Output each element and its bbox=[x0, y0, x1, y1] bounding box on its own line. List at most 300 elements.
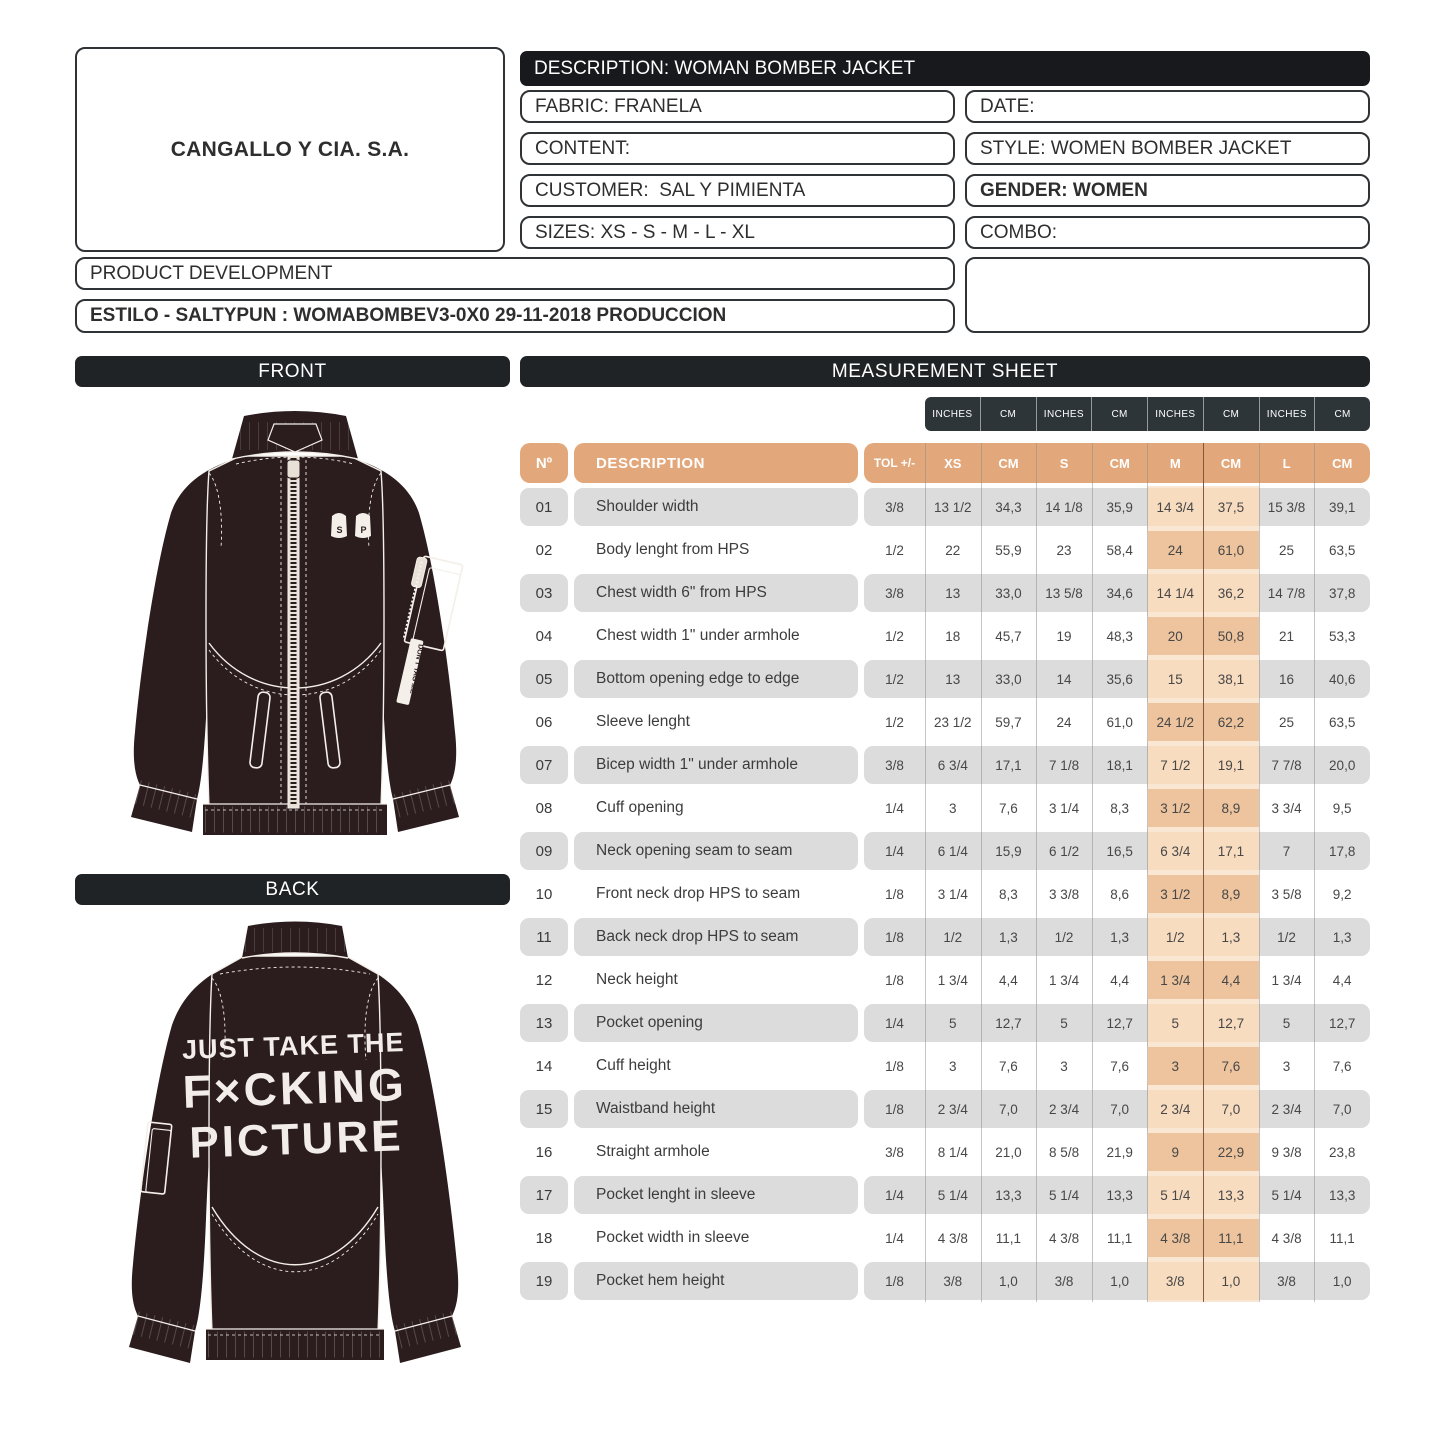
row-number: 16 bbox=[520, 1133, 568, 1171]
row-values bbox=[864, 746, 1370, 784]
row-value-cell: 37,5 bbox=[1203, 488, 1259, 526]
row-value-cell: 1/2 bbox=[885, 542, 904, 558]
row-value-cell: 7,0 bbox=[1332, 1101, 1352, 1117]
sleeve-tag-text: DON'T TAG ME bbox=[408, 643, 424, 695]
column-header-description: DESCRIPTION bbox=[574, 443, 858, 483]
row-description: Body lenght from HPS bbox=[574, 531, 858, 569]
unit-header-cell: CM bbox=[981, 397, 1037, 431]
description-text: DESCRIPTION: WOMAN BOMBER JACKET bbox=[534, 57, 916, 79]
row-description: Pocket opening bbox=[574, 1004, 858, 1042]
row-value-cell: 53,3 bbox=[1329, 628, 1356, 644]
measurement-sheet-title: MEASUREMENT SHEET bbox=[831, 360, 1059, 382]
customer-text: CUSTOMER: SAL Y PIMIENTA bbox=[535, 179, 806, 201]
row-value-cell: 3/8 bbox=[885, 1144, 904, 1160]
column-header-cell: XS bbox=[944, 455, 962, 471]
row-number: 04 bbox=[520, 617, 568, 655]
sizes-text: SIZES: XS - S - M - L - XL bbox=[535, 221, 755, 243]
row-value-cell: 1 3/4 bbox=[1049, 972, 1080, 988]
row-value-cell: 4 3/8 bbox=[1271, 1230, 1302, 1246]
row-value-cell: 4 3/8 bbox=[1049, 1230, 1080, 1246]
row-value-cell: 16 bbox=[1279, 671, 1295, 687]
row-number: 10 bbox=[520, 875, 568, 913]
product-development-text: PRODUCT DEVELOPMENT bbox=[90, 262, 333, 284]
row-value-cell: 15 3/8 bbox=[1267, 499, 1306, 515]
row-value-cell: 1/4 bbox=[885, 800, 904, 816]
row-description: Bottom opening edge to edge bbox=[574, 660, 858, 698]
table-row bbox=[520, 1176, 1370, 1214]
style-box bbox=[965, 132, 1370, 165]
row-value-cell: 9 bbox=[1148, 1133, 1204, 1171]
row-value-cell: 13 bbox=[945, 585, 961, 601]
row-value-cell: 25 bbox=[1279, 714, 1295, 730]
row-values bbox=[864, 1262, 1370, 1300]
table-row bbox=[520, 746, 1370, 784]
jacket-front-drawing bbox=[108, 398, 482, 870]
customer-box bbox=[520, 174, 955, 207]
row-value-cell: 21,0 bbox=[995, 1144, 1022, 1160]
row-value-cell: 8 5/8 bbox=[1049, 1144, 1080, 1160]
row-values bbox=[864, 1133, 1370, 1171]
row-value-cell: 3 3/4 bbox=[1271, 800, 1302, 816]
jacket-back-drawing bbox=[108, 912, 482, 1417]
column-header-strip bbox=[864, 443, 1370, 483]
row-value-cell: 5 bbox=[1282, 1015, 1291, 1031]
row-value-cell: 3/8 bbox=[1054, 1273, 1074, 1289]
row-value-cell: 3 1/2 bbox=[1148, 875, 1204, 913]
row-value-cell: 3 bbox=[1148, 1047, 1204, 1085]
row-description: Cuff opening bbox=[574, 789, 858, 827]
row-value-cell: 40,6 bbox=[1329, 671, 1356, 687]
row-number: 02 bbox=[520, 531, 568, 569]
row-value-cell: 12,7 bbox=[1203, 1004, 1259, 1042]
row-value-cell: 34,6 bbox=[1106, 585, 1133, 601]
row-value-cell: 45,7 bbox=[995, 628, 1022, 644]
combo-box bbox=[965, 216, 1370, 249]
row-description: Shoulder width bbox=[574, 488, 858, 526]
row-value-cell: 3/8 bbox=[1277, 1273, 1296, 1289]
row-value-cell: 17,1 bbox=[995, 757, 1022, 773]
unit-header-row bbox=[925, 397, 1370, 431]
sizes-box bbox=[520, 216, 955, 249]
row-value-cell: 3/8 bbox=[885, 585, 904, 601]
row-values bbox=[864, 617, 1370, 655]
row-value-cell: 13 5/8 bbox=[1045, 585, 1083, 601]
table-row bbox=[520, 1090, 1370, 1128]
row-value-cell: 5 1/4 bbox=[937, 1187, 968, 1203]
table-row bbox=[520, 961, 1370, 999]
row-value-cell: 8,6 bbox=[1110, 886, 1130, 902]
row-value-cell: 7 1/8 bbox=[1049, 757, 1080, 773]
row-value-cell: 3/8 bbox=[885, 757, 904, 773]
fabric-box bbox=[520, 90, 955, 123]
row-description: Chest width 1" under armhole bbox=[574, 617, 858, 655]
row-value-cell: 23 1/2 bbox=[934, 714, 972, 730]
row-value-cell: 1/2 bbox=[885, 628, 904, 644]
row-value-cell: 3/8 bbox=[885, 499, 904, 515]
row-value-cell: 3 bbox=[949, 800, 957, 816]
row-number: 08 bbox=[520, 789, 568, 827]
row-value-cell: 12,7 bbox=[995, 1015, 1022, 1031]
row-value-cell: 12,7 bbox=[1329, 1015, 1356, 1031]
row-values bbox=[864, 961, 1370, 999]
row-value-cell: 1/2 bbox=[1277, 929, 1296, 945]
back-print-line-3: PICTURE bbox=[188, 1111, 405, 1168]
row-value-cell: 13 1/2 bbox=[934, 499, 972, 515]
row-value-cell: 7 bbox=[1282, 843, 1291, 859]
row-value-cell: 3 bbox=[1060, 1058, 1068, 1074]
unit-header-cell: CM bbox=[1204, 397, 1260, 431]
row-values bbox=[864, 1219, 1370, 1257]
row-value-cell: 2 3/4 bbox=[1271, 1101, 1302, 1117]
row-value-cell: 55,9 bbox=[995, 542, 1022, 558]
column-header-cell: CM bbox=[1109, 455, 1130, 471]
row-description: Neck height bbox=[574, 961, 858, 999]
row-value-cell: 35,6 bbox=[1106, 671, 1133, 687]
gender-box bbox=[965, 174, 1370, 207]
row-value-cell: 61,0 bbox=[1203, 531, 1259, 569]
row-value-cell: 1/4 bbox=[885, 1015, 904, 1031]
row-value-cell: 37,8 bbox=[1329, 585, 1356, 601]
row-value-cell: 14 1/4 bbox=[1148, 574, 1204, 612]
back-label: BACK bbox=[265, 878, 320, 900]
row-value-cell: 1/8 bbox=[885, 1273, 904, 1289]
table-row bbox=[520, 875, 1370, 913]
description-bar bbox=[520, 51, 1370, 86]
grid-line bbox=[1092, 443, 1093, 1302]
table-row bbox=[520, 1133, 1370, 1171]
row-value-cell: 33,0 bbox=[995, 585, 1022, 601]
table-row bbox=[520, 1262, 1370, 1300]
row-value-cell: 22 bbox=[945, 542, 961, 558]
row-value-cell: 24 bbox=[1056, 714, 1072, 730]
row-value-cell: 1/8 bbox=[885, 972, 904, 988]
row-value-cell: 4,4 bbox=[1332, 972, 1352, 988]
row-value-cell: 25 bbox=[1279, 542, 1295, 558]
table-row bbox=[520, 918, 1370, 956]
company-name: CANGALLO Y CIA. S.A. bbox=[170, 137, 410, 161]
row-value-cell: 19,1 bbox=[1203, 746, 1259, 784]
row-value-cell: 1/4 bbox=[885, 1230, 904, 1246]
row-value-cell: 6 1/2 bbox=[1049, 843, 1080, 859]
row-description: Sleeve lenght bbox=[574, 703, 858, 741]
content-text: CONTENT: bbox=[535, 137, 630, 159]
grid-line bbox=[1314, 443, 1315, 1302]
row-value-cell: 15,9 bbox=[995, 843, 1022, 859]
unit-header-cell: INCHES bbox=[1260, 397, 1316, 431]
row-value-cell: 3 bbox=[949, 1058, 957, 1074]
row-value-cell: 15 bbox=[1148, 660, 1204, 698]
row-value-cell: 14 3/4 bbox=[1148, 488, 1204, 526]
grid-line bbox=[981, 443, 982, 1302]
row-number: 09 bbox=[520, 832, 568, 870]
row-value-cell: 1/8 bbox=[885, 886, 904, 902]
style-text: STYLE: WOMEN BOMBER JACKET bbox=[980, 137, 1292, 159]
row-number: 01 bbox=[520, 488, 568, 526]
row-value-cell: 1/2 bbox=[1054, 929, 1074, 945]
table-row bbox=[520, 703, 1370, 741]
row-description: Pocket hem height bbox=[574, 1262, 858, 1300]
row-value-cell: 62,2 bbox=[1203, 703, 1259, 741]
date-box bbox=[965, 90, 1370, 123]
back-print bbox=[181, 1027, 410, 1168]
column-header-cell: L bbox=[1282, 455, 1291, 471]
row-value-cell: 1/2 bbox=[885, 671, 904, 687]
grid-line bbox=[1147, 443, 1148, 1302]
row-description: Chest width 6" from HPS bbox=[574, 574, 858, 612]
row-value-cell: 17,1 bbox=[1203, 832, 1259, 870]
row-value-cell: 8,9 bbox=[1203, 789, 1259, 827]
row-description: Straight armhole bbox=[574, 1133, 858, 1171]
column-header-cell: S bbox=[1059, 455, 1069, 471]
row-value-cell: 7,6 bbox=[1332, 1058, 1352, 1074]
table-row bbox=[520, 1219, 1370, 1257]
row-value-cell: 22,9 bbox=[1203, 1133, 1259, 1171]
row-values bbox=[864, 531, 1370, 569]
row-value-cell: 2 3/4 bbox=[1049, 1101, 1080, 1117]
back-print-line-1: JUST TAKE THE bbox=[181, 1027, 405, 1065]
row-values bbox=[864, 789, 1370, 827]
row-number: 18 bbox=[520, 1219, 568, 1257]
row-value-cell: 1/8 bbox=[885, 929, 904, 945]
row-value-cell: 5 bbox=[1060, 1015, 1068, 1031]
row-value-cell: 2 3/4 bbox=[937, 1101, 968, 1117]
row-number: 13 bbox=[520, 1004, 568, 1042]
row-value-cell: 9,5 bbox=[1332, 800, 1352, 816]
front-bar bbox=[75, 356, 510, 387]
row-value-cell: 8,3 bbox=[999, 886, 1018, 902]
row-values bbox=[864, 918, 1370, 956]
chest-patch-s: S bbox=[336, 525, 343, 535]
row-value-cell: 5 1/4 bbox=[1148, 1176, 1204, 1214]
column-header-cell: CM bbox=[1220, 455, 1242, 471]
row-value-cell: 13,3 bbox=[1203, 1176, 1259, 1214]
row-values bbox=[864, 1047, 1370, 1085]
back-print-line-2: F×CKING bbox=[181, 1058, 408, 1118]
row-number: 14 bbox=[520, 1047, 568, 1085]
row-value-cell: 6 3/4 bbox=[1148, 832, 1204, 870]
row-value-cell: 2 3/4 bbox=[1148, 1090, 1204, 1128]
table-body bbox=[520, 488, 1370, 1305]
measurement-sheet-bar bbox=[520, 356, 1370, 387]
column-header-cell: CM bbox=[998, 455, 1019, 471]
row-value-cell: 7 7/8 bbox=[1271, 757, 1302, 773]
row-value-cell: 20 bbox=[1148, 617, 1204, 655]
row-number: 11 bbox=[520, 918, 568, 956]
row-value-cell: 11,1 bbox=[995, 1230, 1022, 1246]
row-value-cell: 63,5 bbox=[1329, 542, 1356, 558]
row-number: 17 bbox=[520, 1176, 568, 1214]
row-value-cell: 1 3/4 bbox=[937, 972, 968, 988]
row-value-cell: 24 bbox=[1148, 531, 1204, 569]
gender-text: GENDER: WOMEN bbox=[980, 179, 1148, 201]
row-values bbox=[864, 875, 1370, 913]
grid-line bbox=[1036, 443, 1037, 1302]
row-description: Pocket lenght in sleeve bbox=[574, 1176, 858, 1214]
row-value-cell: 1,3 bbox=[999, 929, 1018, 945]
highlight-divider-line bbox=[1203, 443, 1204, 1302]
row-value-cell: 8,9 bbox=[1203, 875, 1259, 913]
row-value-cell: 23 bbox=[1056, 542, 1072, 558]
grid-line bbox=[1259, 443, 1260, 1302]
row-value-cell: 36,2 bbox=[1203, 574, 1259, 612]
row-value-cell: 7,0 bbox=[999, 1101, 1018, 1117]
row-value-cell: 1/8 bbox=[885, 1058, 904, 1074]
table-row bbox=[520, 531, 1370, 569]
row-value-cell: 7,0 bbox=[1203, 1090, 1259, 1128]
front-label: FRONT bbox=[258, 360, 327, 382]
row-value-cell: 4,4 bbox=[999, 972, 1018, 988]
row-value-cell: 3 1/2 bbox=[1148, 789, 1204, 827]
row-value-cell: 1/4 bbox=[885, 843, 904, 859]
table-row bbox=[520, 1047, 1370, 1085]
row-value-cell: 1,3 bbox=[1332, 929, 1352, 945]
row-value-cell: 14 1/8 bbox=[1045, 499, 1083, 515]
row-value-cell: 12,7 bbox=[1106, 1015, 1133, 1031]
table-row bbox=[520, 617, 1370, 655]
row-value-cell: 1 3/4 bbox=[1148, 961, 1204, 999]
row-value-cell: 39,1 bbox=[1329, 499, 1356, 515]
row-value-cell: 63,5 bbox=[1329, 714, 1356, 730]
row-value-cell: 19 bbox=[1056, 628, 1072, 644]
row-value-cell: 38,1 bbox=[1203, 660, 1259, 698]
column-header-cell: CM bbox=[1332, 455, 1353, 471]
row-value-cell: 8 1/4 bbox=[937, 1144, 968, 1160]
row-value-cell: 9,2 bbox=[1332, 886, 1352, 902]
unit-header-cell: CM bbox=[1092, 397, 1148, 431]
row-value-cell: 1,3 bbox=[1110, 929, 1130, 945]
row-value-cell: 3 1/4 bbox=[1049, 800, 1080, 816]
row-values bbox=[864, 1090, 1370, 1128]
company-box bbox=[75, 47, 505, 252]
row-value-cell: 7,6 bbox=[1203, 1047, 1259, 1085]
row-value-cell: 34,3 bbox=[995, 499, 1022, 515]
combo-text: COMBO: bbox=[980, 221, 1058, 243]
row-value-cell: 14 7/8 bbox=[1267, 585, 1306, 601]
row-values bbox=[864, 488, 1370, 526]
row-number: 19 bbox=[520, 1262, 568, 1300]
row-value-cell: 21 bbox=[1279, 628, 1295, 644]
row-value-cell: 1/2 bbox=[885, 714, 904, 730]
table-header-row bbox=[520, 443, 1370, 483]
row-value-cell: 7,6 bbox=[1110, 1058, 1130, 1074]
unit-header-cell: CM bbox=[1334, 408, 1351, 420]
table-row bbox=[520, 832, 1370, 870]
row-value-cell: 1,3 bbox=[1203, 918, 1259, 956]
row-value-cell: 1/4 bbox=[885, 1187, 904, 1203]
row-value-cell: 14 bbox=[1056, 671, 1072, 687]
date-text: DATE: bbox=[980, 95, 1035, 117]
chest-patch-p: P bbox=[360, 525, 367, 535]
row-number: 15 bbox=[520, 1090, 568, 1128]
column-header-cell: TOL +/- bbox=[873, 456, 916, 470]
row-value-cell: 7 1/2 bbox=[1148, 746, 1204, 784]
back-bar bbox=[75, 874, 510, 905]
row-description: Pocket width in sleeve bbox=[574, 1219, 858, 1257]
row-value-cell: 61,0 bbox=[1106, 714, 1133, 730]
row-value-cell: 18,1 bbox=[1106, 757, 1133, 773]
row-value-cell: 6 1/4 bbox=[937, 843, 968, 859]
row-value-cell: 7,0 bbox=[1110, 1101, 1130, 1117]
row-value-cell: 8,3 bbox=[1110, 800, 1130, 816]
column-header-cell: M bbox=[1169, 455, 1181, 471]
row-value-cell: 1,0 bbox=[1203, 1262, 1259, 1300]
row-value-cell: 3/8 bbox=[943, 1273, 963, 1289]
row-value-cell: 17,8 bbox=[1329, 843, 1356, 859]
row-value-cell: 4,4 bbox=[1203, 961, 1259, 999]
row-value-cell: 4 3/8 bbox=[1148, 1219, 1204, 1257]
row-value-cell: 4,4 bbox=[1110, 972, 1130, 988]
estilo-box bbox=[75, 299, 955, 333]
row-values bbox=[864, 1004, 1370, 1042]
row-value-cell: 33,0 bbox=[995, 671, 1022, 687]
row-value-cell: 7,6 bbox=[999, 1058, 1018, 1074]
row-value-cell: 1,0 bbox=[1332, 1273, 1352, 1289]
row-value-cell: 1 3/4 bbox=[1271, 972, 1302, 988]
row-value-cell: 13,3 bbox=[995, 1187, 1022, 1203]
row-value-cell: 11,1 bbox=[1203, 1219, 1259, 1257]
row-description: Back neck drop HPS to seam bbox=[574, 918, 858, 956]
row-values bbox=[864, 574, 1370, 612]
row-values bbox=[864, 1176, 1370, 1214]
product-development-box bbox=[75, 257, 955, 290]
row-number: 05 bbox=[520, 660, 568, 698]
row-value-cell: 11,1 bbox=[1107, 1230, 1133, 1246]
row-number: 12 bbox=[520, 961, 568, 999]
row-value-cell: 5 1/4 bbox=[1049, 1187, 1080, 1203]
row-description: Bicep width 1" under armhole bbox=[574, 746, 858, 784]
row-value-cell: 5 1/4 bbox=[1271, 1187, 1302, 1203]
row-description: Front neck drop HPS to seam bbox=[574, 875, 858, 913]
row-value-cell: 1/8 bbox=[885, 1101, 904, 1117]
row-value-cell: 9 3/8 bbox=[1271, 1144, 1302, 1160]
row-value-cell: 1/2 bbox=[1148, 918, 1204, 956]
row-value-cell: 3 bbox=[1282, 1058, 1291, 1074]
row-value-cell: 4 3/8 bbox=[937, 1230, 968, 1246]
row-number: 03 bbox=[520, 574, 568, 612]
row-value-cell: 1,0 bbox=[999, 1273, 1018, 1289]
row-value-cell: 3 3/8 bbox=[1049, 886, 1080, 902]
row-value-cell: 3 1/4 bbox=[937, 886, 968, 902]
unit-header-cell: INCHES bbox=[1037, 397, 1093, 431]
row-value-cell: 1,0 bbox=[1110, 1273, 1130, 1289]
row-value-cell: 18 bbox=[945, 628, 961, 644]
row-value-cell: 13,3 bbox=[1329, 1187, 1356, 1203]
row-values bbox=[864, 660, 1370, 698]
row-value-cell: 5 bbox=[949, 1015, 957, 1031]
table-row bbox=[520, 1004, 1370, 1042]
row-description: Cuff height bbox=[574, 1047, 858, 1085]
grid-line bbox=[925, 443, 926, 1302]
row-value-cell: 58,4 bbox=[1106, 542, 1133, 558]
row-value-cell: 7,6 bbox=[999, 800, 1018, 816]
row-value-cell: 21,9 bbox=[1106, 1144, 1133, 1160]
row-value-cell: 1/2 bbox=[943, 929, 963, 945]
row-number: 07 bbox=[520, 746, 568, 784]
row-value-cell: 20,0 bbox=[1329, 757, 1356, 773]
estilo-text: ESTILO - SALTYPUN : WOMABOMBEV3-0X0 29-11-2018 PRODUCCION bbox=[90, 305, 727, 326]
row-value-cell: 3/8 bbox=[1148, 1262, 1204, 1300]
fabric-text: FABRIC: FRANELA bbox=[535, 95, 702, 117]
row-value-cell: 13,3 bbox=[1106, 1187, 1133, 1203]
notes-box bbox=[965, 257, 1370, 333]
table-row bbox=[520, 660, 1370, 698]
table-row bbox=[520, 574, 1370, 612]
row-description: Waistband height bbox=[574, 1090, 858, 1128]
row-value-cell: 24 1/2 bbox=[1148, 703, 1204, 741]
row-description: Neck opening seam to seam bbox=[574, 832, 858, 870]
row-value-cell: 48,3 bbox=[1106, 628, 1133, 644]
row-value-cell: 50,8 bbox=[1203, 617, 1259, 655]
